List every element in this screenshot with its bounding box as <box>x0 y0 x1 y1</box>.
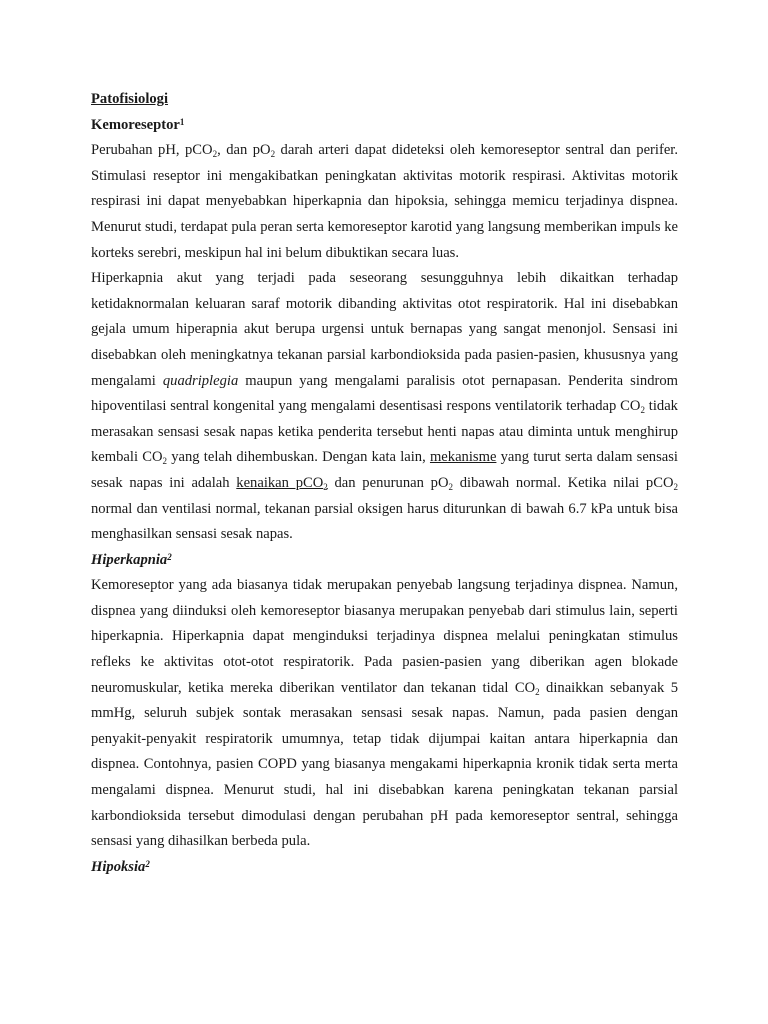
text-run: darah arteri dapat dideteksi oleh kemoreseptor sentral dan perifer. Stimulasi reseptor ini mengakibatkan peningkatan aktivitas motorik respirasi. Aktivitas motorik respirasi ini dapat menyebabkan hiperkapnia dan hipoksia, sehingga memicu terjadinya dispnea. Menurut studi, terdapat pula peran serta kemoreseptor karotid yang langsung memberikan impuls ke korteks serebri, meskipun hal ini belum dibuktikan secara luas. <box>91 142 679 261</box>
text-run: Hiperkapnia akut yang terjadi pada seseorang sesungguhnya lebih dikaitkan terhadap ketidaknormalan keluaran saraf motorik dibanding aktivitas otot respiratorik. Hal ini disebabkan gejala umum hiperapnia akut berupa urgensi untuk bernapas yang sangat menonjol. Sensasi ini disebabkan oleh meningkatnya tekanan parsial karbondioksida pada pasien-pasien, khususnya yang mengalami <box>91 270 678 389</box>
text-run: normal dan ventilasi normal, tekanan parsial oksigen harus diturunkan di bawah 6.7 kPa untuk bisa menghasilkan sensasi sesak napas. <box>91 500 678 543</box>
footnote-ref: 2 <box>167 551 172 562</box>
underlined-term <box>236 475 327 491</box>
footnote-ref: 1 <box>179 116 185 127</box>
heading-hipoksia <box>91 855 678 881</box>
subscript: 2 <box>323 481 328 492</box>
heading-hiperkapnia-text: Hiperkapnia <box>91 551 168 568</box>
subscript: 2 <box>448 481 453 492</box>
heading-kemoreseptor-text: Kemoreseptor <box>91 116 180 133</box>
subscript: 2 <box>212 149 218 160</box>
text-run: Kemoreseptor yang ada biasanya tidak merupakan penyebab langsung terjadinya dispnea. Namun, dispnea yang diinduksi oleh kemoreseptor biasanya merupakan penyebab dari stimulus lain, seperti hiperkapnia. Hiperkapnia dapat menginduksi terjadinya dispnea melalui peningkatan stimulus refleks ke aktivitas otot-otot respiratorik. Pada pasien-pasien yang diberikan agen blokade neuromuskular, ketika mereka diberikan ventilator dan tekanan tidal CO <box>91 577 678 696</box>
heading-kemoreseptor <box>91 113 678 139</box>
text-run: Perubahan pH, pCO <box>91 142 213 159</box>
subscript: 2 <box>673 481 678 492</box>
heading-hipoksia-text: Hipoksia <box>91 858 146 875</box>
paragraph-kemoreseptor-1 <box>91 138 678 266</box>
section-title-text: Patofisiologi <box>91 91 169 107</box>
paragraph-hiperkapnia-1 <box>91 573 678 855</box>
underlined-term: mekanisme <box>429 449 497 466</box>
heading-hiperkapnia <box>91 548 678 574</box>
paragraph-kemoreseptor-2 <box>91 266 678 548</box>
footnote-ref: 2 <box>145 858 150 869</box>
text-run: yang telah dihembuskan. Dengan kata lain, <box>167 449 430 466</box>
text-run: dinaikkan sebanyak 5 mmHg, seluruh subjek sontak merasakan sensasi sesak napas. Namun, pada pasien dengan penyakit-penyakit respiratorik umumnya, tetap tidak dijumpai kaitan antara hiperkapnia dan dispnea. Contohnya, pasien COPD yang biasanya mengakami hiperkapnia kronik tidak serta merta mengalami dispnea. Menurut studi, hal ini disebabkan karena peningkatan tekanan parsial karbondioksida tersebut dimodulasi dengan perubahan pH pada kemoreseptor sentral, sehingga sensasi yang dihasilkan berbeda pula. <box>91 679 678 850</box>
text-run: , dan pO <box>217 142 271 159</box>
text-run: maupun yang mengalami paralisis otot pernapasan. Penderita sindrom hipoventilasi sentral kongenital yang mengalami desentisasi respons ventilatorik terhadap CO <box>91 372 678 415</box>
subscript: 2 <box>270 149 276 160</box>
text-run: tidak merasakan sensasi sesak napas ketika penderita tersebut henti napas atau diminta untuk menghirup kembali CO <box>91 398 678 466</box>
section-title <box>91 87 678 113</box>
text-run: yang turut serta dalam sensasi sesak napas ini adalah <box>91 449 678 491</box>
italic-term: quadriplegia <box>162 372 239 389</box>
document-page <box>91 87 678 880</box>
text-run: dibawah normal. Ketika nilai pCO <box>452 474 674 491</box>
subscript: 2 <box>535 686 540 697</box>
subscript: 2 <box>640 405 645 416</box>
underlined-term-text: kenaikan pCO <box>236 474 324 491</box>
text-run: dan penurunan pO <box>327 474 449 491</box>
subscript: 2 <box>162 456 167 467</box>
